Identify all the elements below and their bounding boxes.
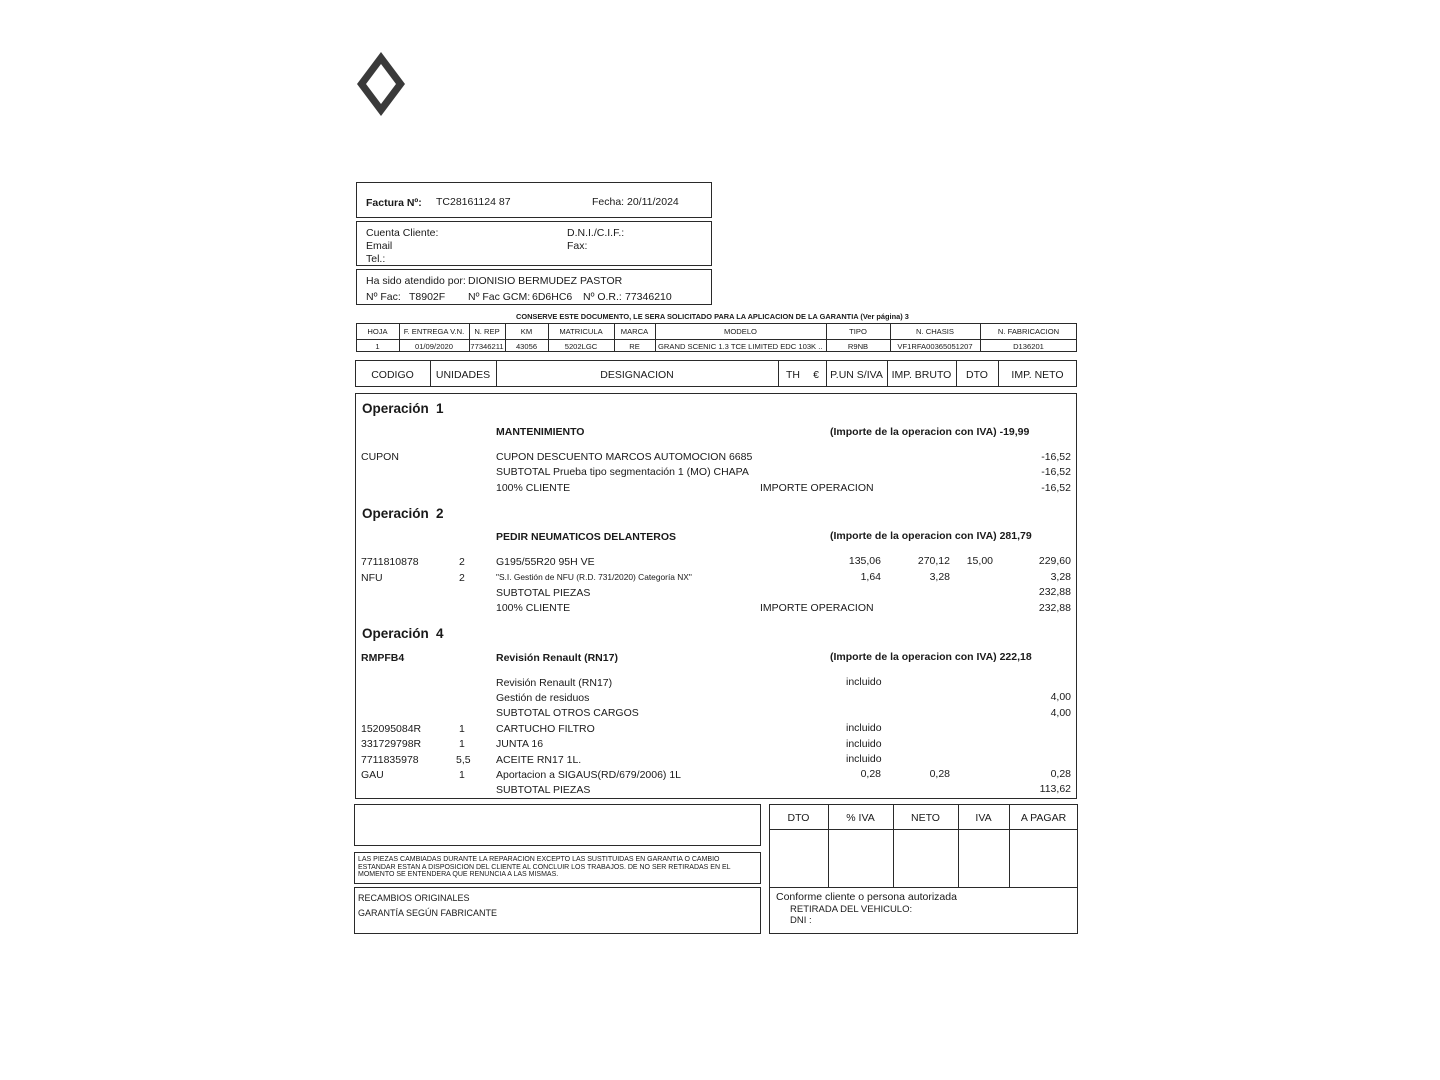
vehicle-header-cell: TIPO — [849, 327, 867, 336]
vehicle-value-cell: VF1RFA00365051207 — [897, 342, 973, 351]
vehicle-header-cell: N. CHASIS — [916, 327, 954, 336]
vehicle-header-cell: MATRICULA — [559, 327, 603, 336]
attended-label: Ha sido atendido por: — [366, 275, 466, 287]
fecha-value: 20/11/2024 — [627, 196, 679, 208]
column-header: P.UN S/IVA — [830, 369, 883, 381]
op1-neto-1: -16,52 — [1041, 466, 1071, 478]
vehicle-header-cell: MARCA — [620, 327, 649, 336]
op4-code-4: 331729798R — [361, 738, 422, 750]
fax-label: Fax: — [567, 240, 588, 252]
op4-code-3: 152095084R — [361, 723, 422, 735]
disclaimer-text: LAS PIEZAS CAMBIADAS DURANTE LA REPARACION EXCEPTO LAS SUSTITUIDAS EN GARANTIA O CAMBIO ESTANDAR ESTAN A DISPOSICION DEL CLIENTE AL CONCLUIR LOS TRABAJOS. DE NO SER RETIRADAS EN EL MOMENTO SE ENTENDERA QUE RENUNCIA A LAS MISMAS. — [358, 856, 731, 878]
or-value: 77346210 — [625, 291, 672, 303]
op4-pun-0: incluido — [846, 676, 882, 688]
garantia-text: GARANTÍA SEGÚN FABRICANTE — [358, 908, 498, 918]
op2-dto-0: 15,00 — [966, 555, 993, 567]
op4-desc-0: Revisión Renault (RN17) — [496, 677, 613, 689]
op2-importe: (Importe de la operacion con IVA) 281,79 — [830, 530, 1032, 542]
column-header: UNIDADES — [435, 369, 491, 381]
dni-text: DNI : — [790, 915, 812, 926]
column-header: DESIGNACION — [600, 369, 674, 381]
nfac-value: T8902F — [409, 291, 446, 303]
op2-units-0: 2 — [459, 556, 465, 568]
retirada-text: RETIRADA DEL VEHICULO: — [790, 904, 913, 915]
op2-desc-2: SUBTOTAL PIEZAS — [496, 587, 591, 599]
empty-box — [354, 804, 761, 846]
op2-neto-2: 232,88 — [1038, 586, 1071, 598]
email-label: Email — [366, 240, 393, 252]
vehicle-header-cell: N. FABRICACION — [997, 327, 1060, 336]
op1-mid-2: IMPORTE OPERACION — [760, 482, 874, 494]
column-header: DTO — [966, 369, 988, 381]
op4-desc-4: JUNTA 16 — [496, 738, 544, 750]
op1-importe: (Importe de la operacion con IVA) -19,99 — [830, 426, 1030, 438]
op2-neto-0: 229,60 — [1038, 555, 1071, 567]
op1-code-0: CUPON — [361, 451, 399, 463]
op2-code-1: NFU — [361, 572, 383, 584]
vehicle-value-cell: 1 — [375, 342, 380, 351]
op2-desc-3: 100% CLIENTE — [496, 602, 571, 614]
op4-desc-1: Gestión de residuos — [496, 692, 590, 704]
op4-pun-6: 0,28 — [860, 768, 881, 780]
column-header: TH — [786, 369, 800, 381]
vehicle-value-cell: GRAND SCENIC 1.3 TCE LIMITED EDC 103K .. — [658, 342, 823, 351]
column-header: € — [813, 369, 819, 381]
op2-neto-1: 3,28 — [1050, 571, 1071, 583]
totals-header: % IVA — [846, 812, 875, 824]
totals-header: NETO — [911, 812, 940, 824]
op2-units-1: 2 — [459, 572, 465, 584]
recambios-text: RECAMBIOS ORIGINALES — [358, 893, 470, 903]
op1-desc-0: CUPON DESCUENTO MARCOS AUTOMOCION 6685 — [496, 451, 753, 463]
op4-code: RMPFB4 — [361, 652, 405, 664]
vehicle-header-cell: KM — [520, 327, 533, 336]
op2-bruto-1: 3,28 — [929, 571, 950, 583]
op4-units-5: 5,5 — [456, 754, 471, 766]
vehicle-value-cell: 01/09/2020 — [414, 342, 453, 351]
gcm-label: Nº Fac GCM: — [468, 291, 531, 303]
op2-desc-0: G195/55R20 95H VE — [496, 556, 595, 568]
op2-bruto-0: 270,12 — [917, 555, 950, 567]
op4-pun-5: incluido — [846, 753, 882, 765]
op4-desc-5: ACEITE RN17 1L. — [496, 754, 582, 766]
vehicle-value-cell: RE — [629, 342, 640, 351]
op2-neto-3: 232,88 — [1038, 602, 1071, 614]
op4-units-4: 1 — [459, 738, 465, 750]
op4-code-6: GAU — [361, 769, 384, 781]
column-header: CODIGO — [371, 369, 414, 381]
op2-mid-3: IMPORTE OPERACION — [760, 602, 874, 614]
factura-value: TC28161124 87 — [436, 196, 511, 208]
op1-number: 1 — [436, 401, 444, 416]
op2-title: PEDIR NEUMATICOS DELANTEROS — [496, 531, 677, 543]
op1-label: Operación — [362, 401, 429, 416]
dni-label: D.N.I./C.I.F.: — [567, 227, 625, 239]
op4-code-5: 7711835978 — [361, 754, 419, 766]
vehicle-value-cell: D136201 — [1013, 342, 1044, 351]
totals-header: A PAGAR — [1020, 812, 1067, 824]
op2-number: 2 — [436, 506, 444, 521]
vehicle-value-cell: 5202LGC — [564, 342, 598, 351]
renault-logo — [355, 50, 407, 118]
op4-desc-2: SUBTOTAL OTROS CARGOS — [496, 707, 639, 719]
op2-pun-0: 135,06 — [848, 555, 881, 567]
factura-label: Factura Nº: — [366, 197, 422, 209]
op4-units-6: 1 — [459, 769, 465, 781]
op4-label: Operación — [362, 626, 429, 641]
vehicle-header-cell: HOJA — [367, 327, 388, 336]
attended-value: DIONISIO BERMUDEZ PASTOR — [468, 275, 623, 287]
totals-header: DTO — [787, 812, 810, 824]
op4-pun-3: incluido — [846, 722, 882, 734]
vehicle-value-cell: 43056 — [515, 342, 538, 351]
op4-neto-6: 0,28 — [1050, 768, 1071, 780]
op1-desc-1: SUBTOTAL Prueba tipo segmentación 1 (MO) CHAPA — [496, 466, 749, 478]
op2-code-0: 7711810878 — [361, 556, 419, 568]
vehicle-header-cell: MODELO — [724, 327, 757, 336]
vehicle-value-cell: 77346211 — [470, 342, 504, 351]
op2-desc-1: "S.I. Gestión de NFU (R.D. 731/2020) Categoría NX" — [496, 572, 692, 582]
tel-label: Tel.: — [366, 253, 386, 265]
totals-header: IVA — [975, 812, 992, 824]
column-header: IMP. NETO — [1011, 369, 1064, 381]
op4-desc-3: CARTUCHO FILTRO — [496, 723, 595, 735]
vehicle-value-cell: R9NB — [847, 342, 869, 351]
op4-importe: (Importe de la operacion con IVA) 222,18 — [830, 651, 1032, 663]
op4-desc-6: Aportacion a SIGAUS(RD/679/2006) 1L — [496, 769, 682, 781]
op1-title: MANTENIMIENTO — [496, 426, 585, 438]
op4-neto-1: 4,00 — [1050, 691, 1071, 703]
op1-neto-2: -16,52 — [1041, 482, 1071, 494]
conforme-text: Conforme cliente o persona autorizada — [776, 891, 957, 903]
warranty-notice: CONSERVE ESTE DOCUMENTO, LE SERA SOLICITADO PARA LA APLICACION DE LA GARANTIA (Ver página) 3 — [516, 312, 909, 321]
vehicle-header-cell: F. ENTREGA V.N. — [403, 327, 465, 336]
vehicle-header-cell: N. REP — [474, 327, 500, 336]
op4-number: 4 — [436, 626, 444, 641]
op4-neto-7: 113,62 — [1039, 783, 1071, 795]
op4-pun-4: incluido — [846, 738, 882, 750]
fecha-label: Fecha: — [592, 196, 625, 208]
op4-desc-7: SUBTOTAL PIEZAS — [496, 784, 591, 796]
op2-pun-1: 1,64 — [860, 571, 881, 583]
cuenta-label: Cuenta Cliente: — [366, 227, 439, 239]
op4-units-3: 1 — [459, 723, 465, 735]
op2-label: Operación — [362, 506, 429, 521]
op4-bruto-6: 0,28 — [929, 768, 950, 780]
nfac-label: Nº Fac: — [366, 291, 401, 303]
op1-desc-2: 100% CLIENTE — [496, 482, 571, 494]
or-label: Nº O.R.: — [583, 291, 622, 303]
gcm-value: 6D6HC6 — [532, 291, 573, 303]
column-header: IMP. BRUTO — [891, 369, 952, 381]
op4-neto-2: 4,00 — [1050, 707, 1071, 719]
op1-neto-0: -16,52 — [1041, 451, 1071, 463]
op4-title: Revisión Renault (RN17) — [496, 652, 618, 664]
